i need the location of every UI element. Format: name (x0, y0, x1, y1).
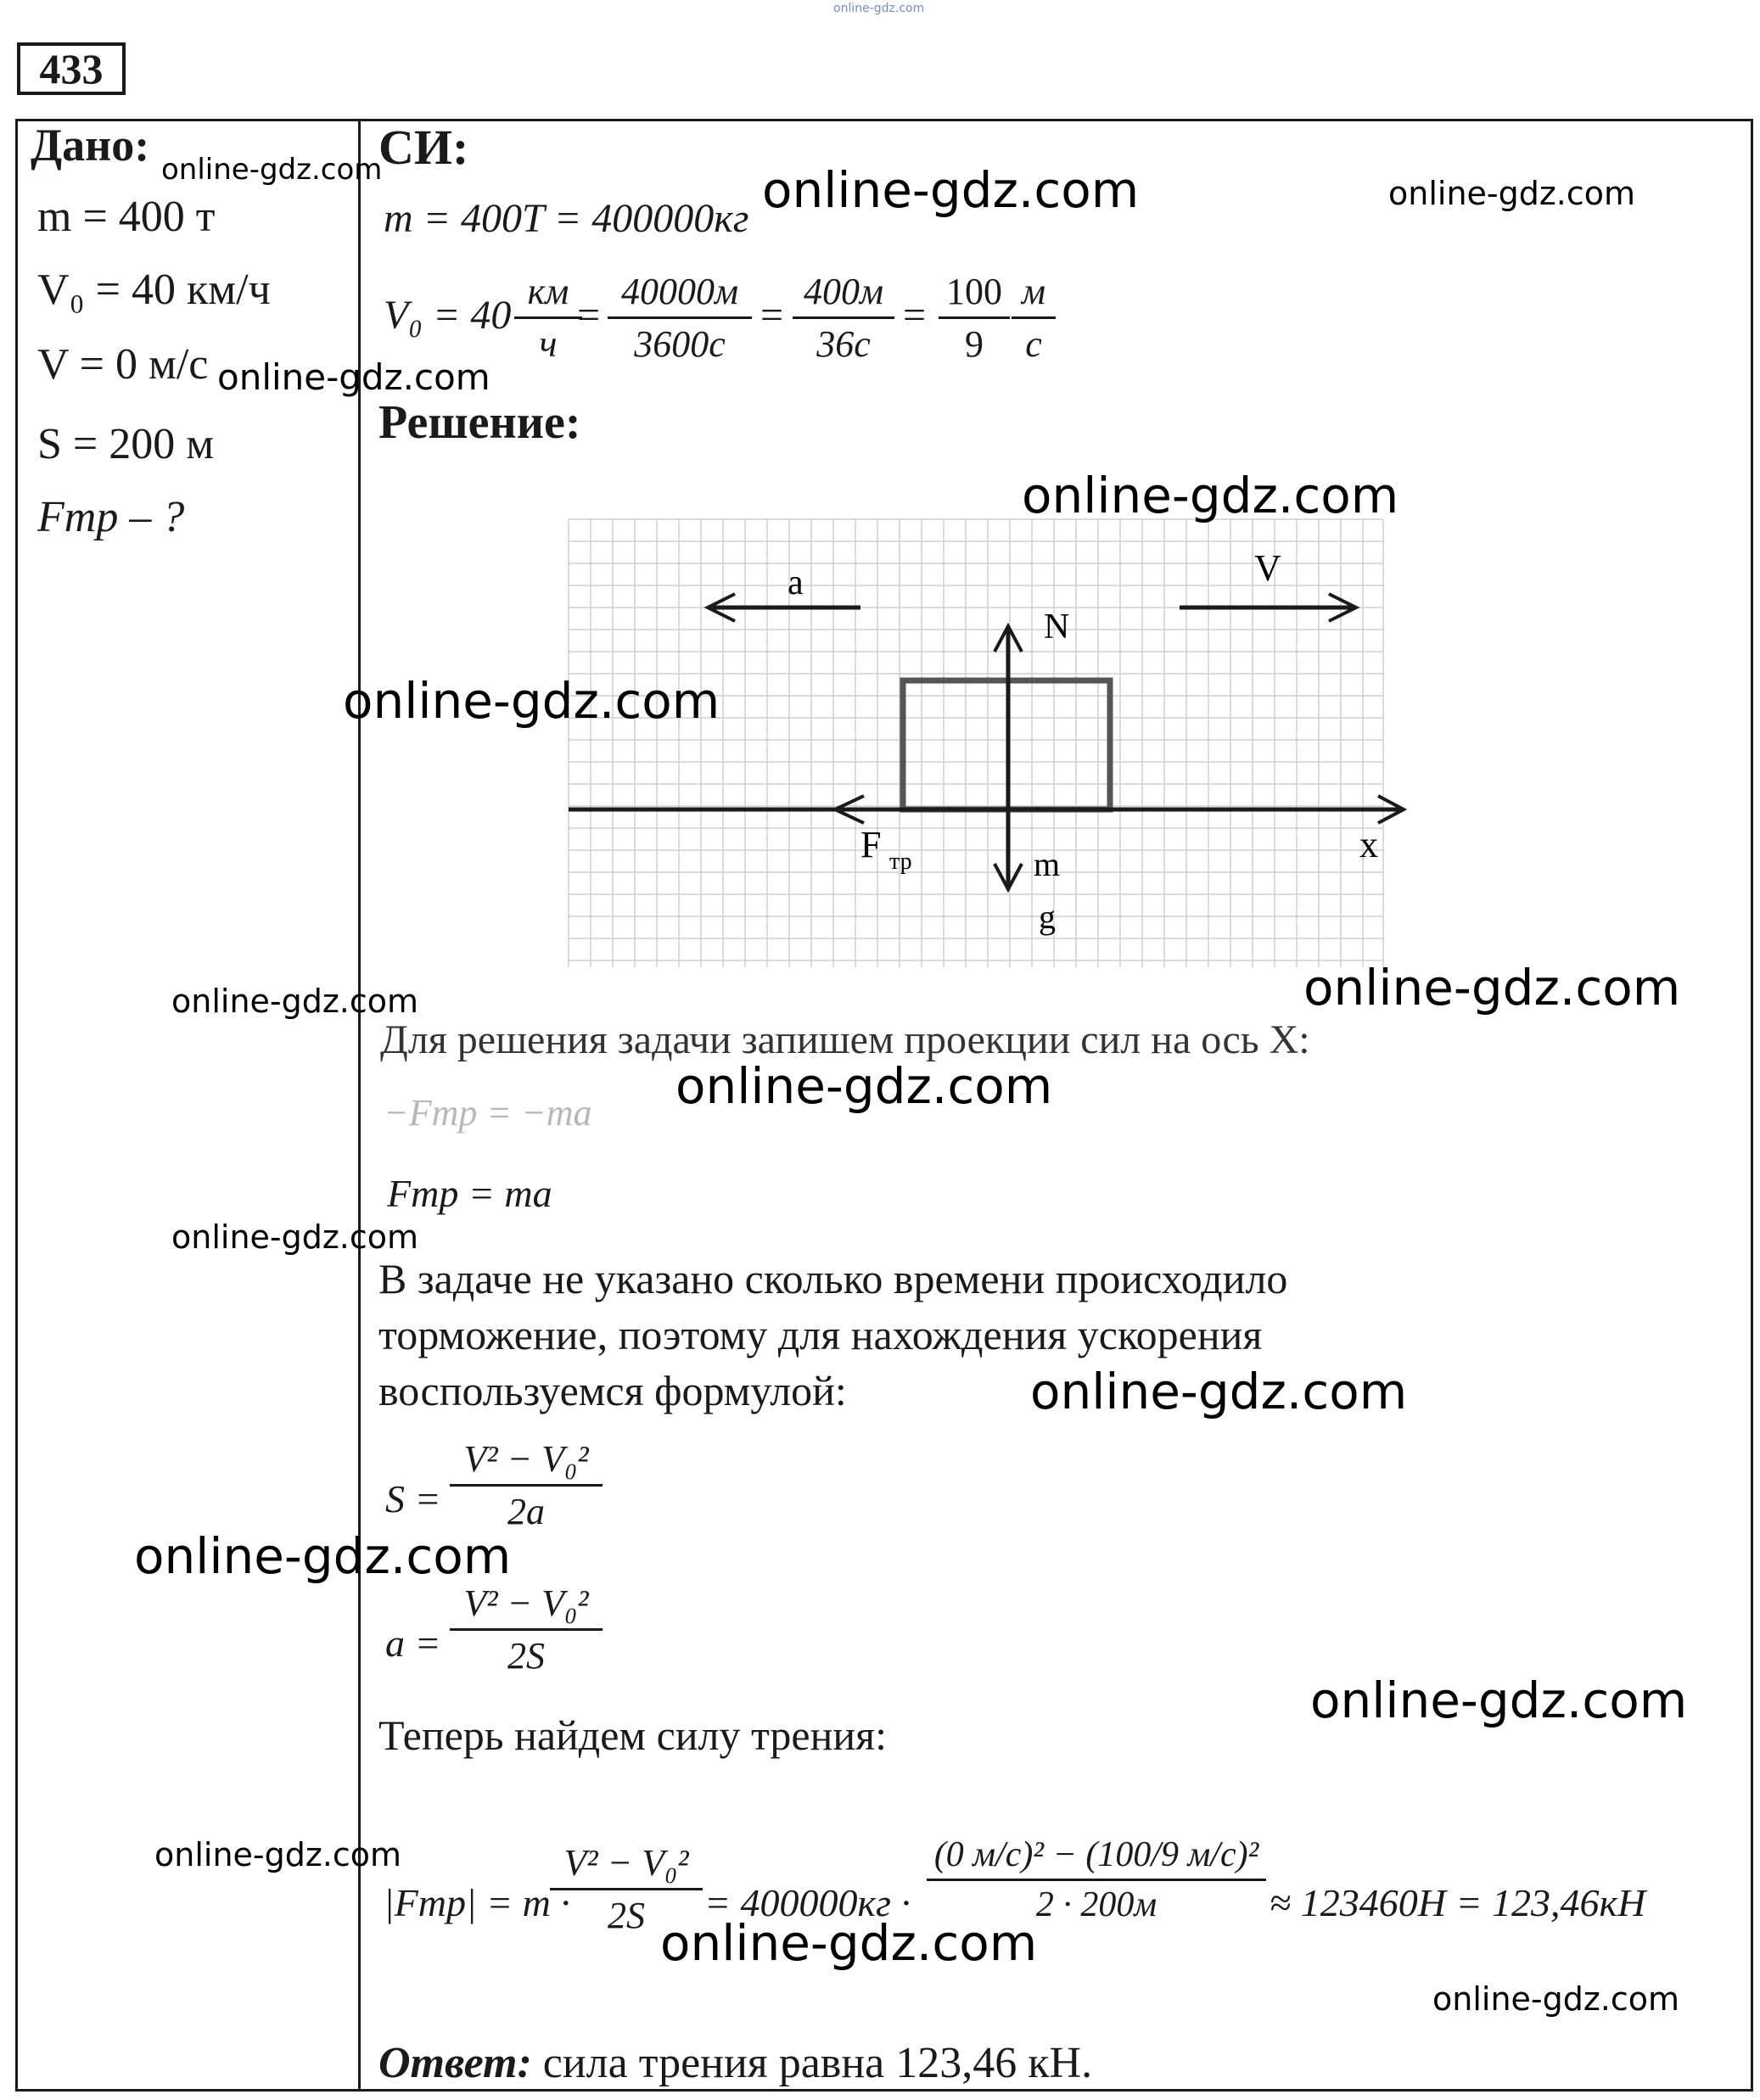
watermark: online-gdz.com (1310, 1672, 1688, 1729)
answer-label: Ответ: (378, 2039, 532, 2087)
force-diagram (535, 509, 1417, 984)
watermark: online-gdz.com (343, 672, 720, 730)
equation-friction-ma: Fтр = ma (387, 1172, 552, 1215)
solution-text-find-friction: Теперь найдем силу трения: (378, 1711, 888, 1759)
watermark: online-gdz.com (171, 983, 419, 1020)
watermark: online-gdz.com (1022, 467, 1399, 524)
equation-friction-lhs: |Fтр| = m · (384, 1881, 570, 1924)
solution-title: Решение: (378, 396, 581, 449)
watermark: online-gdz.com (1030, 1363, 1408, 1420)
label-normal-force: N (1044, 608, 1070, 647)
given-title: Дано: (31, 120, 150, 171)
watermark: online-gdz.com (762, 161, 1140, 219)
watermark: online-gdz.com (1303, 959, 1681, 1016)
si-eq-3: = (903, 293, 927, 338)
answer-text: сила трения равна 123,46 кН. (531, 2039, 1093, 2087)
watermark: online-gdz.com (1432, 1980, 1680, 2018)
label-x-axis: x (1359, 824, 1378, 865)
equation-friction-result: ≈ 123460Н = 123,46кН (1270, 1881, 1646, 1924)
si-eq-1: = (577, 293, 601, 338)
equation-acceleration-fraction: V² − V₀² 2S (450, 1582, 603, 1677)
si-speed-fraction-3: 400м 36с (793, 270, 894, 366)
si-speed-fraction-5: м с (1012, 270, 1056, 366)
given-distance: S = 200 м (37, 420, 215, 468)
equation-projection: −Fтр = −ma (384, 1092, 592, 1134)
watermark: online-gdz.com (660, 1914, 1038, 1972)
si-mass: m = 400T = 400000кг (384, 196, 749, 241)
label-gravity-m: m (1034, 845, 1061, 883)
label-gravity-g: g (1039, 898, 1056, 936)
equation-distance-fraction: V² − V₀² 2a (450, 1437, 603, 1533)
equation-friction-mass: = 400000кг · (704, 1881, 911, 1924)
solution-text-reasoning: В задаче не указано сколько времени происходило торможение, поэтому для нахождения ускорения воспользуемся формулой: (378, 1255, 1288, 1414)
solution-text-projection: Для решения задачи запишем проекции сил на ось Х: (380, 1017, 1310, 1062)
given-final-speed: V = 0 м/с (37, 340, 209, 389)
watermark-top: online-gdz.com (833, 2, 925, 15)
given-mass: m = 400 т (37, 193, 216, 241)
watermark: online-gdz.com (134, 1527, 512, 1585)
label-friction: F (860, 824, 882, 865)
equation-friction-fraction-1: V² − V₀² 2S (550, 1841, 703, 1937)
equation-distance-lhs: S = (385, 1477, 441, 1520)
watermark: online-gdz.com (1388, 175, 1636, 212)
si-title: СИ: (378, 120, 469, 175)
si-speed-fraction-1: км ч (514, 270, 582, 366)
label-friction-subscript: тр (889, 848, 912, 875)
given-unknown-force: Fтр – ? (37, 493, 185, 541)
si-speed-fraction-2: 40000м 3600с (608, 270, 752, 366)
si-speed-fraction-4: 100 9 (939, 270, 1010, 366)
equation-acceleration-lhs: a = (385, 1621, 441, 1665)
given-initial-speed: V₀ = 40 км/ч (37, 266, 271, 314)
problem-number: 433 (17, 42, 126, 95)
si-speed-lhs: V₀ = 40 (384, 293, 512, 338)
watermark: online-gdz.com (217, 356, 490, 398)
watermark: online-gdz.com (171, 1218, 419, 1256)
equation-friction-fraction-2: (0 м/с)² − (100/9 м/с)² 2 · 200м (927, 1811, 1266, 1925)
label-acceleration: a (788, 563, 804, 602)
watermark: online-gdz.com (675, 1057, 1053, 1115)
watermark: online-gdz.com (161, 153, 383, 187)
watermark: online-gdz.com (154, 1836, 402, 1873)
si-eq-2: = (760, 293, 784, 338)
column-divider (358, 119, 361, 2092)
answer (378, 2038, 1092, 2088)
label-velocity: V (1254, 547, 1281, 589)
